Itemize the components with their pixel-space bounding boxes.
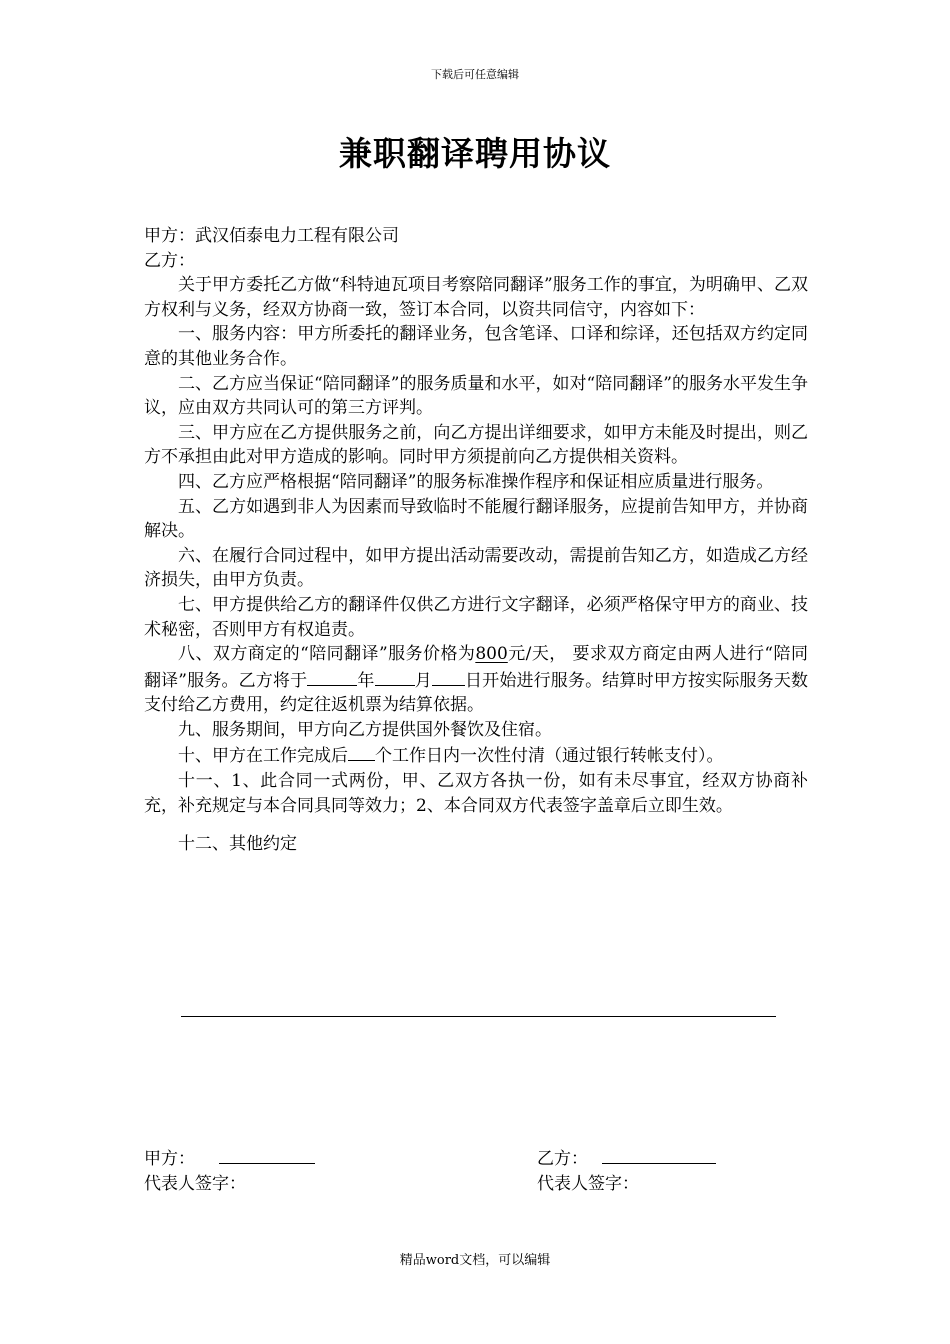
party-b-line: 乙方： xyxy=(144,250,195,271)
clause-8-text-3: 日开始进行服务。结算时甲方按实际服务天数支付给乙方费用，约定往返机票为结算依据。 xyxy=(144,670,808,716)
workdays-blank[interactable] xyxy=(348,742,375,761)
clause-8-text-1: 八、双方商定的“陪同翻译”服务价格为 xyxy=(178,644,476,665)
clause-10-text-2: 个工作日内一次性付清（通过银行转帐支付）。 xyxy=(375,746,724,767)
header-note: 下载后可任意编辑 xyxy=(431,68,519,81)
intro-paragraph: 关于甲方委托乙方做“科特迪瓦项目考察陪同翻译”服务工作的事宜，为明确甲、乙双方权利与义务，经双方协商一致，签订本合同，以资共同信守，内容如下： xyxy=(144,275,808,320)
party-b-rep-label: 代表人签字： xyxy=(537,1174,639,1194)
document-title: 兼职翻译聘用协议 xyxy=(339,134,611,173)
spacer xyxy=(144,818,808,832)
clause-7: 七、甲方提供给乙方的翻译件仅供乙方进行文字翻译，必须严格保守甲方的商业、技术秘密，否则甲方有权追责。 xyxy=(144,594,808,640)
clause-11: 十一、1、此合同一式两份，甲、乙双方各执一份，如有未尽事宜，经双方协商补充，补充规定与本合同具同等效力；2、本合同双方代表签字盖章后立即生效。 xyxy=(144,771,808,816)
party-a-sign-label: 甲方： xyxy=(144,1149,195,1169)
month-label: 月 xyxy=(414,670,432,691)
clause-8 xyxy=(144,642,808,718)
price-value[interactable]: 800 xyxy=(475,644,508,665)
clause-10 xyxy=(144,742,808,769)
clause-12: 十二、其他约定 xyxy=(178,834,297,855)
clause-4: 四、乙方应严格根据“陪同翻译”的服务标准操作程序和保证相应质量进行服务。 xyxy=(178,471,774,492)
month-blank[interactable] xyxy=(375,667,415,686)
party-a-signature-block xyxy=(144,1145,315,1197)
clause-9: 九、服务期间，甲方向乙方提供国外餐饮及住宿。 xyxy=(178,719,552,740)
contract-body xyxy=(144,224,808,857)
party-b-sign-label: 乙方： xyxy=(537,1149,588,1169)
year-label: 年 xyxy=(357,670,375,691)
party-b-sign-blank[interactable] xyxy=(602,1145,716,1164)
clause-3: 三、甲方应在乙方提供服务之前，向乙方提出详细要求，如甲方未能及时提出，则乙方不承担由此对甲方造成的影响。同时甲方须提前向乙方提供相关资料。 xyxy=(144,422,808,468)
day-blank[interactable] xyxy=(432,667,465,686)
footer-note: 精品word文档，可以编辑 xyxy=(399,1253,551,1268)
clause-2: 二、乙方应当保证“陪同翻译”的服务质量和水平，如对“陪同翻译”的服务水平发生争议，应由双方共同认可的第三方评判。 xyxy=(144,373,808,419)
party-b-signature-block xyxy=(537,1145,716,1197)
clause-6: 六、在履行合同过程中，如甲方提出活动需要改动，需提前告知乙方，如造成乙方经济损失，由甲方负责。 xyxy=(144,545,808,591)
clause-10-text-1: 十、甲方在工作完成后 xyxy=(178,746,348,767)
party-a-sign-blank[interactable] xyxy=(219,1145,315,1164)
clause-8-text-2: 元/天， 要求双方商定由两人进行“陪同翻译”服务。乙方将于 xyxy=(144,644,808,691)
clause-5: 五、乙方如遇到非人为因素而导致临时不能履行翻译服务，应提前告知甲方，并协商解决。 xyxy=(144,496,808,542)
party-a-line: 甲方：武汉佰泰电力工程有限公司 xyxy=(144,226,399,246)
party-a-rep-label: 代表人签字： xyxy=(144,1174,246,1194)
clause-1: 一、服务内容：甲方所委托的翻译业务，包含笔译、口译和综译，还包括双方约定同意的其他业务合作。 xyxy=(144,324,808,369)
other-agreement-line[interactable] xyxy=(181,1016,776,1017)
year-blank[interactable] xyxy=(307,667,357,686)
